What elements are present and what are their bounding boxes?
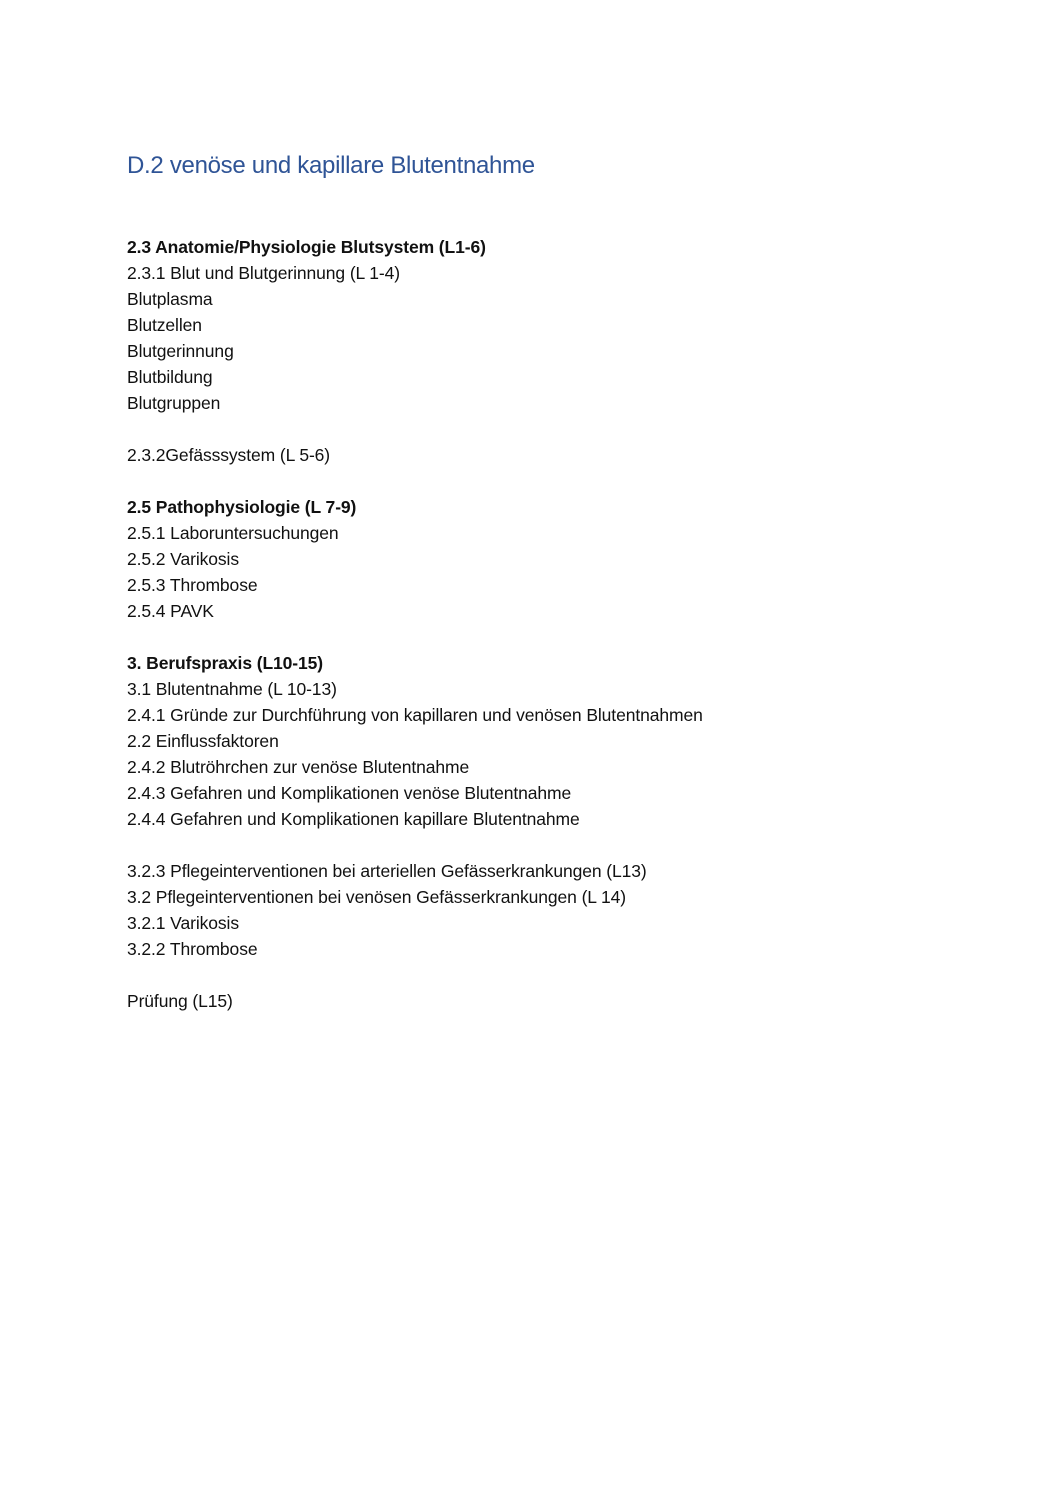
- list-item: 2.4.3 Gefahren und Komplikationen venöse Blutentnahme: [127, 783, 572, 803]
- list-item: Prüfung (L15): [127, 991, 233, 1011]
- paragraph-gap: [127, 468, 927, 494]
- list-item: 2.4.4 Gefahren und Komplikationen kapillare Blutentnahme: [127, 809, 580, 829]
- paragraph-gap: [127, 832, 927, 858]
- list-item: 2.5.3 Thrombose: [127, 575, 258, 595]
- list-item: Blutgruppen: [127, 393, 221, 413]
- list-item: 3.2.2 Thrombose: [127, 939, 258, 959]
- list-item: Blutbildung: [127, 367, 213, 387]
- list-item: 2.3.1 Blut und Blutgerinnung (L 1-4): [127, 263, 401, 283]
- list-item: 2.3.2Gefässsystem (L 5-6): [127, 445, 331, 465]
- list-item: 3.2.3 Pflegeinterventionen bei arteriellen Gefässerkrankungen (L13): [127, 861, 647, 881]
- list-item: 2.4.1 Gründe zur Durchführung von kapillaren und venösen Blutentnahmen: [127, 705, 703, 725]
- paragraph-gap: [127, 962, 927, 988]
- list-item: 3.1 Blutentnahme (L 10-13): [127, 679, 337, 699]
- section-heading: 2.5 Pathophysiologie (L 7-9): [127, 497, 357, 517]
- section-heading: 2.3 Anatomie/Physiologie Blutsystem (L1-6): [127, 237, 486, 257]
- section-pflegeinterventionen: [127, 858, 927, 962]
- list-item: 3.2.1 Varikosis: [127, 913, 239, 933]
- list-item: 2.5.1 Laboruntersuchungen: [127, 523, 339, 543]
- list-item: Blutplasma: [127, 289, 213, 309]
- section-anatomie-physiologie: [127, 234, 927, 416]
- paragraph-gap: [127, 416, 927, 442]
- list-item: 2.4.2 Blutröhrchen zur venöse Blutentnahme: [127, 757, 470, 777]
- section-heading: 3. Berufspraxis (L10-15): [127, 653, 324, 673]
- section-pruefung: [127, 988, 927, 1014]
- list-item: 3.2 Pflegeinterventionen bei venösen Gefässerkrankungen (L 14): [127, 887, 627, 907]
- paragraph-gap: [127, 624, 927, 650]
- document-title: D.2 venöse und kapillare Blutentnahme: [127, 152, 535, 179]
- document-body: [127, 234, 927, 1014]
- list-item: 2.5.2 Varikosis: [127, 549, 239, 569]
- list-item: Blutzellen: [127, 315, 202, 335]
- list-item: 2.2 Einflussfaktoren: [127, 731, 279, 751]
- section-berufspraxis: [127, 650, 927, 832]
- list-item: 2.5.4 PAVK: [127, 601, 214, 621]
- section-pathophysiologie: [127, 494, 927, 624]
- list-item: Blutgerinnung: [127, 341, 234, 361]
- section-gefaesssystem: [127, 442, 927, 468]
